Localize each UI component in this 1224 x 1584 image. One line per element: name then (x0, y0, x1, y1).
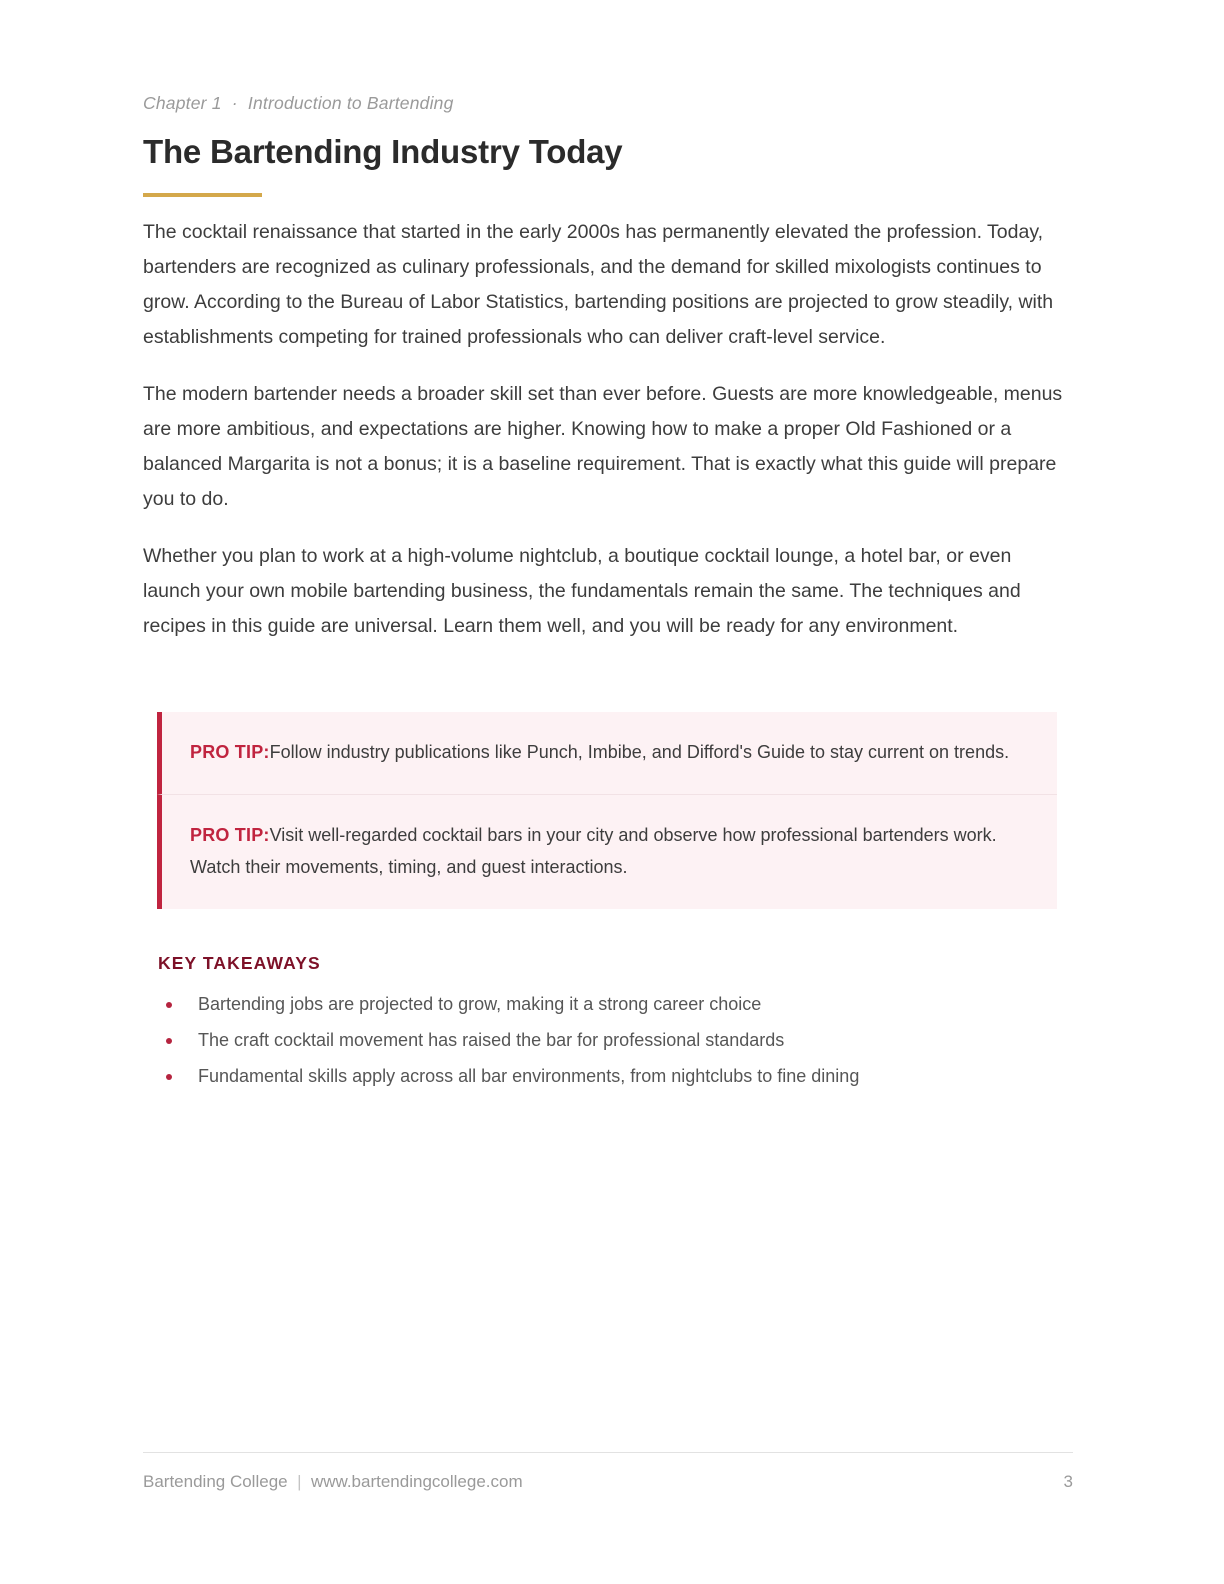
breadcrumb: Chapter 1 · Introduction to Bartending (143, 93, 454, 113)
footer-divider (143, 1452, 1073, 1453)
bullet-icon (166, 1074, 172, 1080)
footer-organization: Bartending College (143, 1472, 288, 1491)
list-item-label: Fundamental skills apply across all bar environments, from nightclubs to fine dining (198, 1066, 860, 1086)
title-accent-rule (143, 193, 262, 197)
pro-tip-callout (157, 712, 1057, 794)
pro-tip-callouts (157, 712, 1057, 909)
pro-tip-label: PRO TIP: (190, 742, 270, 762)
footer-website[interactable]: www.bartendingcollege.com (310, 1472, 523, 1491)
bullet-icon (166, 1002, 172, 1008)
page-number: 3 (1063, 1472, 1073, 1491)
footer-row (143, 1472, 1073, 1492)
pro-tip-text (190, 736, 1027, 768)
pro-tip-callout (157, 794, 1057, 909)
pro-tip-text (190, 819, 1027, 883)
paragraph: Whether you plan to work at a high-volume nightclub, a boutique cocktail lounge, a hotel bar, or even launch your own mobile bartending business, the fundamentals remain the same. The techniques and recipes in this guide are universal. Learn them well, and you will be ready for any environment. (143, 545, 1021, 638)
key-takeaways-list (158, 991, 1048, 1090)
paragraph: The modern bartender needs a broader skill set than ever before. Guests are more knowledgeable, menus are more ambitious, and expectations are higher. Knowing how to make a proper Old Fashioned or a balanced Margarita is not a bonus; it is a baseline requirement. That is exactly what this guide will prepare you to do. (143, 383, 1063, 511)
key-takeaways-title: KEY TAKEAWAYS (158, 953, 321, 973)
list-item (158, 1027, 1048, 1054)
list-item (158, 991, 1048, 1018)
footer-attribution (143, 1472, 523, 1492)
page-content (143, 92, 1073, 644)
list-item-label: Bartending jobs are projected to grow, making it a strong career choice (198, 994, 762, 1014)
pro-tip-body: Follow industry publications like Punch, Imbibe, and Difford's Guide to stay current on trends. (269, 742, 1010, 762)
list-item (158, 1063, 1048, 1090)
footer-separator (301, 1472, 310, 1491)
pro-tip-label: PRO TIP: (190, 825, 270, 845)
key-takeaways-section (158, 953, 1048, 1099)
bullet-icon (166, 1038, 172, 1044)
list-item-label: The craft cocktail movement has raised the bar for professional standards (198, 1030, 785, 1050)
footer-separator (288, 1472, 297, 1491)
footer-separator-pipe: | (297, 1472, 302, 1491)
body-copy (143, 215, 1073, 644)
page-footer (143, 1452, 1073, 1492)
page-title: The Bartending Industry Today (143, 132, 623, 170)
pro-tip-body: Visit well-regarded cocktail bars in your city and observe how professional bartenders work. Watch their movements, timing, and guest interactions. (190, 825, 997, 877)
paragraph: The cocktail renaissance that started in the early 2000s has permanently elevated the profession. Today, bartenders are recognized as culinary professionals, and the demand for skilled mixologists continues to grow. According to the Bureau of Labor Statistics, bartending positions are projected to grow steadily, with establishments competing for trained professionals who can deliver craft-level service. (143, 221, 1054, 349)
